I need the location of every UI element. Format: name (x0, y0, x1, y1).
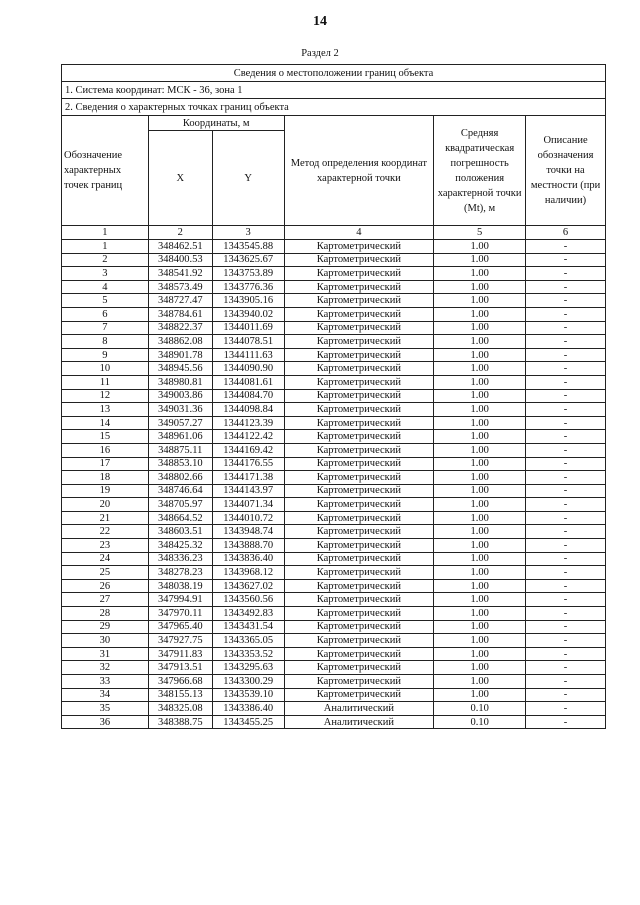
point-number-cell: 25 (62, 566, 149, 580)
table-row (62, 280, 606, 294)
table-row (62, 702, 606, 716)
header-error: Средняя квадратическая погрешность положения характерной точки (Mt), м (434, 116, 526, 226)
point-number-cell: 18 (62, 471, 149, 485)
description-cell: - (526, 348, 606, 362)
table-row (62, 525, 606, 539)
description-cell: - (526, 620, 606, 634)
point-number-cell: 14 (62, 416, 149, 430)
table-row (62, 457, 606, 471)
table-row (62, 471, 606, 485)
point-number-cell: 9 (62, 348, 149, 362)
coord-y-cell: 1344123.39 (212, 416, 284, 430)
point-number-cell: 29 (62, 620, 149, 634)
error-cell: 1.00 (434, 362, 526, 376)
coord-x-cell: 348038.19 (148, 579, 212, 593)
table-row (62, 688, 606, 702)
method-cell: Картометрический (284, 430, 434, 444)
method-cell: Картометрический (284, 579, 434, 593)
coord-x-cell: 348875.11 (148, 443, 212, 457)
error-cell: 1.00 (434, 294, 526, 308)
table-row (62, 267, 606, 281)
coord-x-cell: 347970.11 (148, 607, 212, 621)
error-cell: 1.00 (434, 307, 526, 321)
method-cell: Картометрический (284, 416, 434, 430)
coord-y-cell: 1343353.52 (212, 647, 284, 661)
table-row (62, 389, 606, 403)
table-row (62, 294, 606, 308)
method-cell: Картометрический (284, 471, 434, 485)
error-cell: 1.00 (434, 688, 526, 702)
coord-x-cell: 348853.10 (148, 457, 212, 471)
coord-x-cell: 348822.37 (148, 321, 212, 335)
point-number-cell: 2 (62, 253, 149, 267)
method-cell: Картометрический (284, 389, 434, 403)
point-number-cell: 16 (62, 443, 149, 457)
description-cell: - (526, 416, 606, 430)
method-cell: Картометрический (284, 321, 434, 335)
coord-x-cell: 348784.61 (148, 307, 212, 321)
error-cell: 1.00 (434, 335, 526, 349)
coord-y-cell: 1343431.54 (212, 620, 284, 634)
points-heading: 2. Сведения о характерных точках границ объекта (62, 99, 606, 116)
coord-y-cell: 1344084.70 (212, 389, 284, 403)
coord-x-cell: 348388.75 (148, 715, 212, 729)
error-cell: 1.00 (434, 430, 526, 444)
point-number-cell: 7 (62, 321, 149, 335)
description-cell: - (526, 634, 606, 648)
description-cell: - (526, 443, 606, 457)
table-row (62, 348, 606, 362)
method-cell: Картометрический (284, 539, 434, 553)
coord-y-cell: 1344098.84 (212, 403, 284, 417)
header-y: Y (212, 131, 284, 226)
point-number-cell: 6 (62, 307, 149, 321)
error-cell: 1.00 (434, 566, 526, 580)
coord-y-cell: 1343753.89 (212, 267, 284, 281)
error-cell: 1.00 (434, 416, 526, 430)
coord-x-cell: 348541.92 (148, 267, 212, 281)
method-cell: Картометрический (284, 267, 434, 281)
point-number-cell: 13 (62, 403, 149, 417)
description-cell: - (526, 498, 606, 512)
error-cell: 1.00 (434, 240, 526, 254)
coord-x-cell: 347913.51 (148, 661, 212, 675)
description-cell: - (526, 566, 606, 580)
error-cell: 1.00 (434, 539, 526, 553)
table-row (62, 511, 606, 525)
point-number-cell: 30 (62, 634, 149, 648)
table-row (62, 552, 606, 566)
point-number-cell: 17 (62, 457, 149, 471)
method-cell: Картометрический (284, 661, 434, 675)
point-number-cell: 12 (62, 389, 149, 403)
method-cell: Картометрический (284, 620, 434, 634)
error-cell: 1.00 (434, 593, 526, 607)
table-row (62, 443, 606, 457)
error-cell: 0.10 (434, 702, 526, 716)
description-cell: - (526, 484, 606, 498)
error-cell: 0.10 (434, 715, 526, 729)
coord-y-cell: 1343948.74 (212, 525, 284, 539)
description-cell: - (526, 525, 606, 539)
header-coordinates: Координаты, м (148, 116, 284, 131)
method-cell: Аналитический (284, 715, 434, 729)
point-number-cell: 11 (62, 375, 149, 389)
description-cell: - (526, 280, 606, 294)
coord-x-cell: 348862.08 (148, 335, 212, 349)
point-number-cell: 15 (62, 430, 149, 444)
coord-y-cell: 1344010.72 (212, 511, 284, 525)
method-cell: Картометрический (284, 294, 434, 308)
table-row (62, 607, 606, 621)
method-cell: Картометрический (284, 675, 434, 689)
error-cell: 1.00 (434, 661, 526, 675)
coord-x-cell: 348573.49 (148, 280, 212, 294)
description-cell: - (526, 321, 606, 335)
coord-y-cell: 1344071.34 (212, 498, 284, 512)
coord-y-cell: 1343455.25 (212, 715, 284, 729)
coord-y-cell: 1343836.40 (212, 552, 284, 566)
column-number: 1 (62, 226, 149, 240)
table-row (62, 335, 606, 349)
coord-y-cell: 1344143.97 (212, 484, 284, 498)
description-cell: - (526, 335, 606, 349)
description-cell: - (526, 389, 606, 403)
table-row (62, 430, 606, 444)
method-cell: Картометрический (284, 253, 434, 267)
coord-y-cell: 1343386.40 (212, 702, 284, 716)
error-cell: 1.00 (434, 607, 526, 621)
point-number-cell: 19 (62, 484, 149, 498)
table-row (62, 362, 606, 376)
coord-y-cell: 1344169.42 (212, 443, 284, 457)
error-cell: 1.00 (434, 498, 526, 512)
description-cell: - (526, 715, 606, 729)
coord-y-cell: 1343625.67 (212, 253, 284, 267)
error-cell: 1.00 (434, 525, 526, 539)
table-row (62, 620, 606, 634)
coord-x-cell: 347965.40 (148, 620, 212, 634)
header-x: X (148, 131, 212, 226)
point-number-cell: 26 (62, 579, 149, 593)
description-cell: - (526, 375, 606, 389)
error-cell: 1.00 (434, 389, 526, 403)
coord-x-cell: 349057.27 (148, 416, 212, 430)
coord-x-cell: 348802.66 (148, 471, 212, 485)
coord-y-cell: 1343545.88 (212, 240, 284, 254)
coord-x-cell: 348727.47 (148, 294, 212, 308)
description-cell: - (526, 552, 606, 566)
table-row (62, 307, 606, 321)
coord-x-cell: 347994.91 (148, 593, 212, 607)
table-row (62, 403, 606, 417)
error-cell: 1.00 (434, 647, 526, 661)
error-cell: 1.00 (434, 443, 526, 457)
error-cell: 1.00 (434, 484, 526, 498)
header-method: Метод определения координат характерной точки (284, 116, 434, 226)
description-cell: - (526, 702, 606, 716)
coord-x-cell: 348705.97 (148, 498, 212, 512)
header-description: Описание обозначения точки на местности (при наличии) (526, 116, 606, 226)
point-number-cell: 4 (62, 280, 149, 294)
point-number-cell: 3 (62, 267, 149, 281)
method-cell: Картометрический (284, 484, 434, 498)
table-row (62, 484, 606, 498)
coord-x-cell: 348746.64 (148, 484, 212, 498)
method-cell: Картометрический (284, 688, 434, 702)
description-cell: - (526, 294, 606, 308)
coord-y-cell: 1344011.69 (212, 321, 284, 335)
table-row (62, 321, 606, 335)
table-row (62, 240, 606, 254)
point-number-cell: 8 (62, 335, 149, 349)
description-cell: - (526, 253, 606, 267)
coord-x-cell: 348155.13 (148, 688, 212, 702)
description-cell: - (526, 362, 606, 376)
description-cell: - (526, 675, 606, 689)
point-number-cell: 10 (62, 362, 149, 376)
coord-x-cell: 348400.53 (148, 253, 212, 267)
coord-y-cell: 1344111.63 (212, 348, 284, 362)
method-cell: Картометрический (284, 552, 434, 566)
coord-y-cell: 1344081.61 (212, 375, 284, 389)
coord-x-cell: 349031.36 (148, 403, 212, 417)
description-cell: - (526, 240, 606, 254)
description-cell: - (526, 267, 606, 281)
point-number-cell: 34 (62, 688, 149, 702)
point-number-cell: 27 (62, 593, 149, 607)
coord-system: 1. Система координат: МСК - 36, зона 1 (62, 82, 606, 99)
table-row (62, 647, 606, 661)
coord-x-cell: 348945.56 (148, 362, 212, 376)
page-number: 14 (313, 14, 327, 29)
point-number-cell: 22 (62, 525, 149, 539)
description-cell: - (526, 539, 606, 553)
point-number-cell: 23 (62, 539, 149, 553)
coord-x-cell: 348901.78 (148, 348, 212, 362)
coord-y-cell: 1343940.02 (212, 307, 284, 321)
method-cell: Картометрический (284, 634, 434, 648)
point-number-cell: 31 (62, 647, 149, 661)
method-cell: Картометрический (284, 335, 434, 349)
error-cell: 1.00 (434, 457, 526, 471)
method-cell: Картометрический (284, 280, 434, 294)
point-number-cell: 33 (62, 675, 149, 689)
coord-y-cell: 1343888.70 (212, 539, 284, 553)
description-cell: - (526, 307, 606, 321)
table-row (62, 579, 606, 593)
description-cell: - (526, 579, 606, 593)
coord-y-cell: 1343776.36 (212, 280, 284, 294)
method-cell: Картометрический (284, 240, 434, 254)
table-row (62, 416, 606, 430)
boundary-points-table (61, 64, 606, 729)
method-cell: Картометрический (284, 647, 434, 661)
error-cell: 1.00 (434, 348, 526, 362)
table-row (62, 566, 606, 580)
coord-y-cell: 1344176.55 (212, 457, 284, 471)
coord-x-cell: 348278.23 (148, 566, 212, 580)
coord-x-cell: 348425.32 (148, 539, 212, 553)
coord-x-cell: 348325.08 (148, 702, 212, 716)
error-cell: 1.00 (434, 620, 526, 634)
coord-x-cell: 348603.51 (148, 525, 212, 539)
point-number-cell: 32 (62, 661, 149, 675)
section-label: Раздел 2 (301, 48, 339, 59)
point-number-cell: 1 (62, 240, 149, 254)
method-cell: Картометрический (284, 403, 434, 417)
method-cell: Картометрический (284, 566, 434, 580)
coord-x-cell: 348336.23 (148, 552, 212, 566)
coord-x-cell: 348664.52 (148, 511, 212, 525)
column-number: 6 (526, 226, 606, 240)
coord-y-cell: 1343300.29 (212, 675, 284, 689)
coord-y-cell: 1343627.02 (212, 579, 284, 593)
method-cell: Картометрический (284, 348, 434, 362)
coord-y-cell: 1343539.10 (212, 688, 284, 702)
table-title: Сведения о местоположении границ объекта (62, 65, 606, 82)
coord-x-cell: 347911.83 (148, 647, 212, 661)
description-cell: - (526, 430, 606, 444)
coord-y-cell: 1344090.90 (212, 362, 284, 376)
description-cell: - (526, 593, 606, 607)
table-row (62, 375, 606, 389)
description-cell: - (526, 607, 606, 621)
coord-x-cell: 347927.75 (148, 634, 212, 648)
table-row (62, 675, 606, 689)
method-cell: Картометрический (284, 443, 434, 457)
error-cell: 1.00 (434, 321, 526, 335)
table-row (62, 715, 606, 729)
description-cell: - (526, 511, 606, 525)
point-number-cell: 20 (62, 498, 149, 512)
method-cell: Картометрический (284, 607, 434, 621)
error-cell: 1.00 (434, 267, 526, 281)
method-cell: Картометрический (284, 362, 434, 376)
coord-y-cell: 1343968.12 (212, 566, 284, 580)
point-number-cell: 24 (62, 552, 149, 566)
coord-y-cell: 1343492.83 (212, 607, 284, 621)
description-cell: - (526, 457, 606, 471)
description-cell: - (526, 661, 606, 675)
error-cell: 1.00 (434, 675, 526, 689)
error-cell: 1.00 (434, 511, 526, 525)
table-row (62, 634, 606, 648)
coord-y-cell: 1344171.38 (212, 471, 284, 485)
coord-y-cell: 1344078.51 (212, 335, 284, 349)
coord-y-cell: 1343905.16 (212, 294, 284, 308)
column-number: 4 (284, 226, 434, 240)
coord-x-cell: 348980.81 (148, 375, 212, 389)
coord-y-cell: 1343560.56 (212, 593, 284, 607)
description-cell: - (526, 688, 606, 702)
method-cell: Аналитический (284, 702, 434, 716)
table-row (62, 661, 606, 675)
table-row (62, 498, 606, 512)
error-cell: 1.00 (434, 634, 526, 648)
table-row (62, 539, 606, 553)
method-cell: Картометрический (284, 511, 434, 525)
description-cell: - (526, 647, 606, 661)
error-cell: 1.00 (434, 552, 526, 566)
table-row (62, 593, 606, 607)
coord-y-cell: 1344122.42 (212, 430, 284, 444)
coord-x-cell: 347966.68 (148, 675, 212, 689)
column-number: 2 (148, 226, 212, 240)
method-cell: Картометрический (284, 593, 434, 607)
error-cell: 1.00 (434, 471, 526, 485)
point-number-cell: 28 (62, 607, 149, 621)
error-cell: 1.00 (434, 375, 526, 389)
column-numbers-row (62, 226, 606, 240)
method-cell: Картометрический (284, 375, 434, 389)
coord-x-cell: 349003.86 (148, 389, 212, 403)
column-number: 3 (212, 226, 284, 240)
column-number: 5 (434, 226, 526, 240)
coord-x-cell: 348462.51 (148, 240, 212, 254)
description-cell: - (526, 403, 606, 417)
point-number-cell: 5 (62, 294, 149, 308)
error-cell: 1.00 (434, 579, 526, 593)
error-cell: 1.00 (434, 253, 526, 267)
coord-y-cell: 1343365.05 (212, 634, 284, 648)
point-number-cell: 35 (62, 702, 149, 716)
coord-y-cell: 1343295.63 (212, 661, 284, 675)
point-number-cell: 36 (62, 715, 149, 729)
coord-x-cell: 348961.06 (148, 430, 212, 444)
header-designation: Обозначение характерных точек границ (62, 116, 149, 226)
description-cell: - (526, 471, 606, 485)
point-number-cell: 21 (62, 511, 149, 525)
error-cell: 1.00 (434, 280, 526, 294)
method-cell: Картометрический (284, 525, 434, 539)
method-cell: Картометрический (284, 307, 434, 321)
error-cell: 1.00 (434, 403, 526, 417)
method-cell: Картометрический (284, 457, 434, 471)
method-cell: Картометрический (284, 498, 434, 512)
table-row (62, 253, 606, 267)
